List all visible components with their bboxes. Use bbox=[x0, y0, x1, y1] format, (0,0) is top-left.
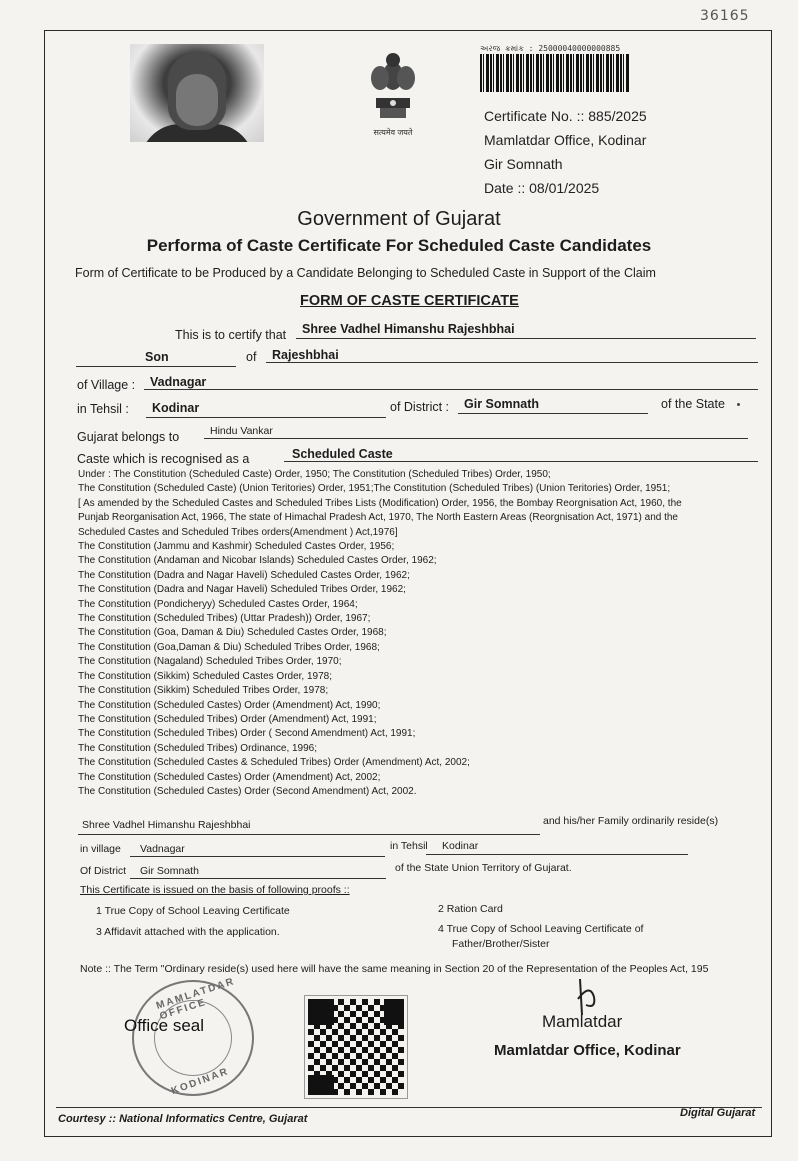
order-line: The Constitution (Dadra and Nagar Haveli) Scheduled Tribes Order, 1962; bbox=[78, 584, 406, 596]
resident-underline bbox=[78, 834, 540, 835]
order-line: Under : The Constitution (Scheduled Caste) Order, 1950; The Constitution (Scheduled Tribes) Order, 1950; bbox=[78, 469, 551, 480]
order-line: The Constitution (Scheduled Castes) Order (Amendment) Act, 1990; bbox=[78, 699, 381, 711]
seal-ring-bottom: KODINAR bbox=[169, 1065, 231, 1098]
order-line: The Constitution (Dadra and Nagar Haveli) Scheduled Castes Order, 1962; bbox=[78, 569, 410, 581]
proofs-heading: This Certificate is issued on the basis of following proofs :: bbox=[80, 884, 350, 896]
village-value: Vadnagar bbox=[150, 375, 207, 389]
performa-title: Performa of Caste Certificate For Scheduled Caste Candidates bbox=[146, 236, 652, 255]
res-district-label: Of District bbox=[80, 865, 127, 877]
res-district-value: Gir Somnath bbox=[140, 865, 199, 877]
certificate-info bbox=[484, 104, 647, 200]
seal-ring-top: MAMLATDAR OFFICE bbox=[154, 975, 237, 1023]
caste-underline bbox=[284, 461, 758, 462]
order-line: The Constitution (Scheduled Tribes) Ordinance, 1996; bbox=[78, 742, 318, 754]
order-line: The Constitution (Andaman and Nicobar Islands) Scheduled Castes Order, 1962; bbox=[78, 555, 437, 567]
handwritten-number: 36165 bbox=[700, 8, 750, 24]
district-value: Gir Somnath bbox=[464, 397, 540, 411]
order-line: Scheduled Castes and Scheduled Tribes orders(Amendment ) Act,1976] bbox=[78, 526, 398, 538]
tehsil-label: in Tehsil : bbox=[77, 402, 129, 416]
signatory-office: Mamlatdar Office, Kodinar bbox=[494, 1042, 681, 1059]
constitution-orders bbox=[78, 468, 738, 799]
order-line: The Constitution (Scheduled Castes & Scheduled Tribes) Order (Amendment) Act, 2002; bbox=[78, 757, 470, 769]
order-line: The Constitution (Goa, Daman & Diu) Scheduled Castes Order, 1968; bbox=[78, 627, 387, 639]
caste-value: Scheduled Caste bbox=[292, 447, 393, 461]
res-village-value: Vadnagar bbox=[140, 843, 185, 855]
form-note: Form of Certificate to be Produced by a Candidate Belonging to Scheduled Caste in Support of the Claim bbox=[75, 266, 656, 280]
parent-name: Rajeshbhai bbox=[272, 348, 339, 362]
tehsil-underline bbox=[146, 417, 386, 418]
order-line: The Constitution (Nagaland) Scheduled Tribes Order, 1970; bbox=[78, 656, 342, 668]
order-line: The Constitution (Scheduled Tribes) Order ( Second Amendment) Act, 1991; bbox=[78, 728, 416, 740]
district-underline bbox=[458, 413, 648, 414]
village-underline bbox=[144, 389, 758, 390]
district-label: of District : bbox=[390, 400, 450, 414]
res-tehsil-underline bbox=[426, 854, 688, 855]
order-line: The Constitution (Pondicheryy) Scheduled Castes Order, 1964; bbox=[78, 598, 358, 610]
order-line: The Constitution (Scheduled Castes) Order (Amendment) Act, 2002; bbox=[78, 771, 381, 783]
applicant-name: Shree Vadhel Himanshu Rajeshbhai bbox=[302, 322, 515, 336]
res-village-underline bbox=[130, 856, 385, 857]
footer-divider bbox=[56, 1107, 762, 1108]
resident-name: Shree Vadhel Himanshu Rajeshbhai bbox=[82, 819, 251, 831]
relation: Son bbox=[145, 350, 169, 364]
community-underline bbox=[204, 438, 748, 439]
national-emblem-icon bbox=[362, 46, 424, 124]
proof-4 bbox=[438, 922, 643, 952]
order-line: The Constitution (Goa,Daman & Diu) Scheduled Tribes Order, 1968; bbox=[78, 641, 380, 653]
village-label: of Village : bbox=[77, 378, 136, 392]
proof-4-line1: 4 True Copy of School Leaving Certificate of bbox=[438, 923, 644, 935]
issuing-office: Mamlatdar Office, Kodinar bbox=[484, 132, 647, 148]
order-line: The Constitution (Scheduled Tribes) Order (Amendment) Act, 1991; bbox=[78, 713, 377, 725]
tehsil-value: Kodinar bbox=[152, 401, 200, 415]
order-line: The Constitution (Jammu and Kashmir) Scheduled Castes Order, 1956; bbox=[78, 541, 395, 553]
gujarat-belongs-label: Gujarat belongs to bbox=[77, 430, 180, 444]
form-heading: FORM OF CASTE CERTIFICATE bbox=[300, 293, 519, 309]
applicant-photo bbox=[130, 44, 264, 142]
office-seal-stamp bbox=[132, 975, 254, 1098]
proof-4-line2: Father/Brother/Sister bbox=[452, 938, 550, 950]
order-line: The Constitution (Sikkim) Scheduled Tribes Order, 1978; bbox=[78, 685, 329, 697]
issue-date: Date :: 08/01/2025 bbox=[484, 180, 600, 196]
barcode-serial: અરજ ક્રમાંક : 25000040000000885 bbox=[480, 44, 621, 53]
qr-code bbox=[305, 996, 407, 1098]
relation-underline bbox=[76, 366, 236, 367]
courtesy-text: Courtesy :: National Informatics Centre, Gujarat bbox=[58, 1113, 308, 1125]
barcode bbox=[480, 54, 630, 92]
order-line: The Constitution (Scheduled Caste) (Union Teritories) Order, 1951;The Constitution (Scheduled Tribes) (Union Teritories) Order, 1951; bbox=[78, 483, 671, 495]
parent-underline bbox=[266, 362, 758, 363]
order-line: The Constitution (Scheduled Castes) Order (Second Amendment) Act, 2002. bbox=[78, 785, 417, 797]
note: Note :: The Term "Ordinary reside(s) used here will have the same meaning in Section 20 of the Representation of the Peoples Act, 195 bbox=[80, 963, 709, 975]
community-value: Hindu Vankar bbox=[210, 425, 273, 437]
issuing-district: Gir Somnath bbox=[484, 156, 563, 172]
digital-gujarat-text: Digital Gujarat bbox=[680, 1107, 756, 1119]
proof-2: 2 Ration Card bbox=[438, 903, 503, 915]
order-line: [ As amended by the Scheduled Castes and Scheduled Tribes Lists (Modification) Order, 1956, the Bombay Reorgnisation Act, 1960, the bbox=[78, 497, 682, 509]
order-line: The Constitution (Scheduled Tribes) (Uttar Pradesh)) Order, 1967; bbox=[78, 613, 371, 625]
emblem-motto: सत्यमेव जयते bbox=[373, 128, 413, 137]
government-title: Government of Gujarat bbox=[297, 208, 501, 230]
of-label: of bbox=[246, 350, 257, 364]
certificate-number: Certificate No. :: 885/2025 bbox=[484, 108, 647, 124]
office-seal-label: Office seal bbox=[124, 1016, 205, 1035]
res-tehsil-label: in Tehsil bbox=[390, 840, 428, 852]
proof-3: 3 Affidavit attached with the application. bbox=[96, 926, 280, 938]
caste-label: Caste which is recognised as a bbox=[77, 452, 250, 466]
family-reside-label: and his/her Family ordinarily reside(s) bbox=[543, 815, 719, 827]
certify-label: This is to certify that bbox=[175, 328, 287, 342]
order-line: The Constitution (Sikkim) Scheduled Castes Order, 1978; bbox=[78, 670, 333, 682]
res-tehsil-value: Kodinar bbox=[442, 840, 479, 852]
ink-dot bbox=[737, 403, 740, 406]
state-label: of the State bbox=[661, 397, 725, 411]
res-district-underline bbox=[130, 878, 386, 879]
name-underline bbox=[296, 338, 756, 339]
signatory-title: Mamlatdar bbox=[542, 1012, 623, 1031]
proof-1: 1 True Copy of School Leaving Certificate bbox=[96, 905, 290, 917]
order-line: Punjab Reorganisation Act, 1966, The state of Himachal Pradesh Act, 1970, The North Eastern Areas (Reorgnisation Act, 1971) and the bbox=[78, 512, 678, 524]
res-village-label: in village bbox=[80, 843, 121, 855]
res-state-label: of the State Union Territory of Gujarat. bbox=[395, 862, 572, 874]
